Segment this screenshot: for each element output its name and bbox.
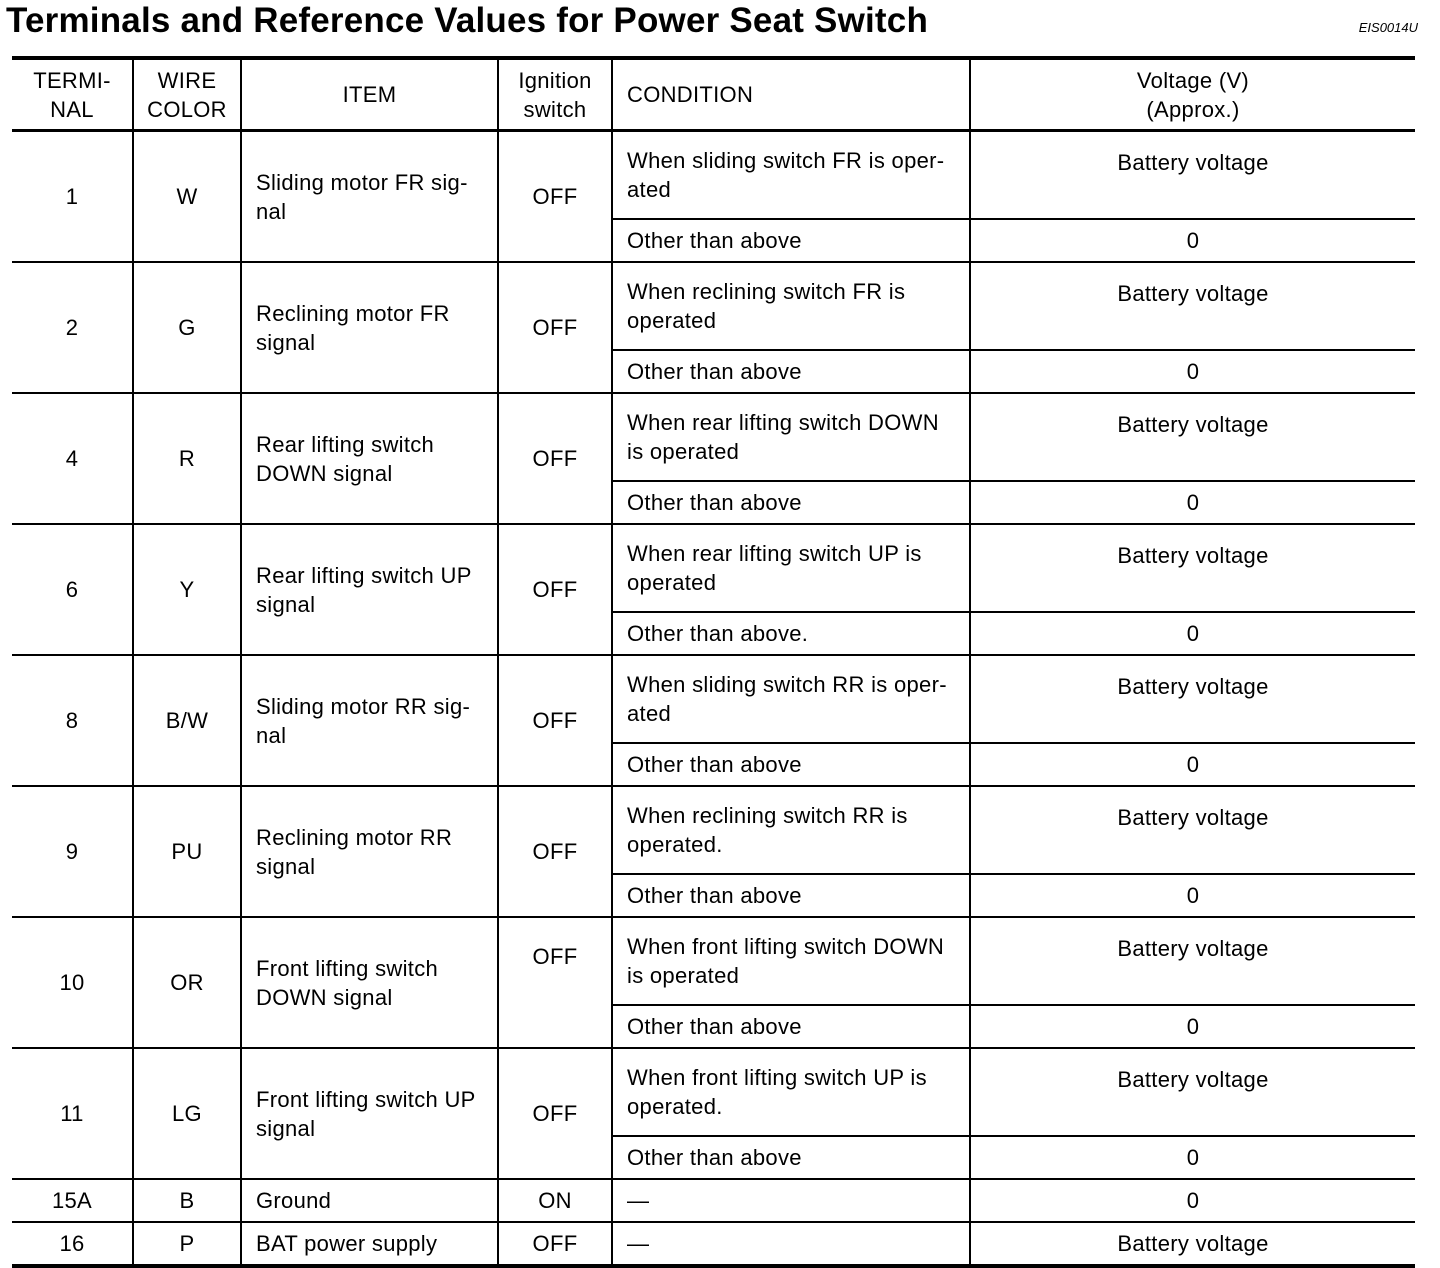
terminal-cell: 15A (12, 1179, 133, 1222)
wire-color-cell: B/W (133, 655, 241, 786)
condition-cell: Other than above (612, 481, 970, 524)
reference-values-table (12, 56, 1415, 1268)
terminal-cell: 11 (12, 1048, 133, 1179)
wire-color-cell: Y (133, 524, 241, 655)
header-condition: CONDITION (612, 58, 970, 131)
item-cell: Front lifting switch UP signal (241, 1048, 498, 1179)
condition-cell: Other than above (612, 874, 970, 917)
item-cell: Sliding motor RR sig- nal (241, 655, 498, 786)
condition-cell: Other than above (612, 1136, 970, 1179)
condition-cell: Other than above (612, 219, 970, 262)
header-voltage-line1: Voltage (V) (1136, 67, 1250, 93)
voltage-cell: Battery voltage (970, 1222, 1415, 1266)
table-row (12, 131, 1415, 220)
document-code: EIS0014U (1358, 20, 1418, 35)
wire-color-cell: OR (133, 917, 241, 1048)
table-row (12, 1179, 1415, 1222)
ignition-cell: OFF (498, 393, 612, 524)
header-voltage-line2: (Approx.) (1146, 96, 1240, 122)
item-cell: Rear lifting switch UP signal (241, 524, 498, 655)
voltage-cell: 0 (970, 350, 1415, 393)
condition-cell: Other than above (612, 350, 970, 393)
item-cell: Reclining motor FR signal (241, 262, 498, 393)
ignition-cell: OFF (498, 786, 612, 917)
wire-color-cell: PU (133, 786, 241, 917)
terminal-cell: 9 (12, 786, 133, 917)
condition-cell: — (612, 1179, 970, 1222)
table-body (12, 131, 1415, 1267)
voltage-cell: Battery voltage (970, 393, 1415, 481)
item-cell: Sliding motor FR sig- nal (241, 131, 498, 263)
table-row (12, 655, 1415, 743)
wire-color-cell: W (133, 131, 241, 263)
terminal-cell: 4 (12, 393, 133, 524)
table-header-row (12, 58, 1415, 131)
item-cell: Rear lifting switch DOWN signal (241, 393, 498, 524)
condition-cell: When reclining switch RR is operated. (612, 786, 970, 874)
condition-cell: Other than above (612, 743, 970, 786)
header-ignition-switch (498, 58, 612, 131)
header-wire-line1: WIRE (157, 67, 217, 93)
condition-cell: Other than above (612, 1005, 970, 1048)
ignition-cell: OFF (498, 1048, 612, 1179)
condition-cell: When front lifting switch UP is operated. (612, 1048, 970, 1136)
voltage-cell: 0 (970, 481, 1415, 524)
voltage-cell: Battery voltage (970, 917, 1415, 1005)
condition-cell: When rear lifting switch DOWN is operated (612, 393, 970, 481)
voltage-cell: Battery voltage (970, 655, 1415, 743)
header-item: ITEM (241, 58, 498, 131)
voltage-cell: 0 (970, 1179, 1415, 1222)
voltage-cell: Battery voltage (970, 524, 1415, 612)
voltage-cell: Battery voltage (970, 262, 1415, 350)
table-row (12, 262, 1415, 350)
wire-color-cell: G (133, 262, 241, 393)
voltage-cell: 0 (970, 874, 1415, 917)
ignition-cell: OFF (498, 1222, 612, 1266)
voltage-cell: 0 (970, 219, 1415, 262)
item-cell: Reclining motor RR signal (241, 786, 498, 917)
page-title: Terminals and Reference Values for Power Seat Switch (6, 1, 929, 40)
header-ignition-line2: switch (523, 96, 587, 122)
ignition-cell: OFF (498, 655, 612, 786)
ignition-cell: OFF (498, 917, 612, 1048)
header-terminal-line2: NAL (50, 96, 94, 122)
voltage-cell: Battery voltage (970, 131, 1415, 220)
header-ignition-line1: Ignition (518, 67, 592, 93)
wire-color-cell: B (133, 1179, 241, 1222)
condition-cell: When sliding switch FR is oper- ated (612, 131, 970, 220)
terminal-cell: 6 (12, 524, 133, 655)
voltage-cell: 0 (970, 743, 1415, 786)
condition-cell: When sliding switch RR is oper- ated (612, 655, 970, 743)
ignition-cell: OFF (498, 524, 612, 655)
voltage-cell: Battery voltage (970, 1048, 1415, 1136)
condition-cell: When rear lifting switch UP is operated (612, 524, 970, 612)
header-voltage (970, 58, 1415, 131)
header-terminal (12, 58, 133, 131)
ignition-cell: OFF (498, 262, 612, 393)
item-cell: Ground (241, 1179, 498, 1222)
voltage-cell: Battery voltage (970, 786, 1415, 874)
item-cell: BAT power supply (241, 1222, 498, 1266)
terminal-cell: 8 (12, 655, 133, 786)
table-row (12, 1222, 1415, 1266)
header-wire-color (133, 58, 241, 131)
condition-cell: Other than above. (612, 612, 970, 655)
condition-cell: — (612, 1222, 970, 1266)
terminal-cell: 10 (12, 917, 133, 1048)
table-row (12, 786, 1415, 874)
terminal-cell: 16 (12, 1222, 133, 1266)
condition-cell: When reclining switch FR is operated (612, 262, 970, 350)
header-wire-line2: COLOR (147, 96, 227, 122)
condition-cell: When front lifting switch DOWN is operated (612, 917, 970, 1005)
terminal-cell: 1 (12, 131, 133, 263)
voltage-cell: 0 (970, 1136, 1415, 1179)
table-row (12, 917, 1415, 1005)
voltage-cell: 0 (970, 612, 1415, 655)
header-terminal-line1: TERMI- (33, 67, 111, 93)
wire-color-cell: LG (133, 1048, 241, 1179)
table-row (12, 1048, 1415, 1136)
table-row (12, 524, 1415, 612)
wire-color-cell: P (133, 1222, 241, 1266)
ignition-cell: ON (498, 1179, 612, 1222)
item-cell: Front lifting switch DOWN signal (241, 917, 498, 1048)
voltage-cell: 0 (970, 1005, 1415, 1048)
terminal-cell: 2 (12, 262, 133, 393)
table-row (12, 393, 1415, 481)
wire-color-cell: R (133, 393, 241, 524)
ignition-cell: OFF (498, 131, 612, 263)
